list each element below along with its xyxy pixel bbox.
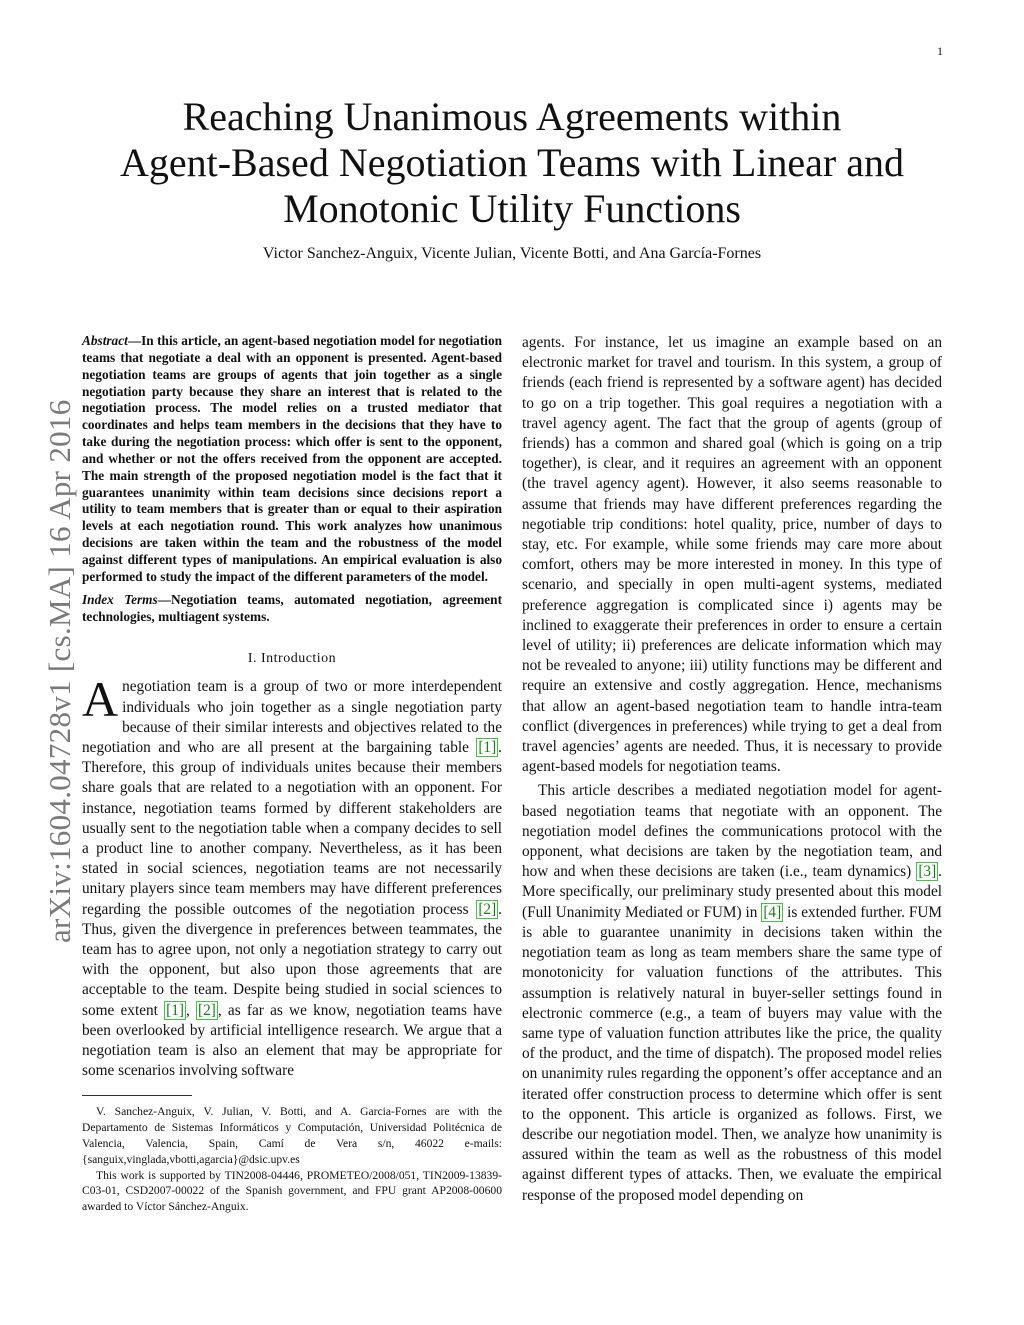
intro-text-part: negotiation team is a group of two or more interdependent individuals who join together as a single negotiation party because of their similar interests and objectives related to the negotiation and who are all present at the bargaining table <box>82 678 502 756</box>
intro-text-part: , as far as we know, negotiation teams have been overlooked by artificial intelligence research. We argue that a negotiation team is also an element that may be appropriate for some scenarios involving software <box>82 1001 502 1080</box>
left-column <box>82 333 502 1215</box>
abstract-label: Abstract <box>82 333 128 348</box>
abstract <box>82 333 502 586</box>
author-list: Victor Sanchez-Anguix, Vicente Julian, Vicente Botti, and Ana García-Fornes <box>262 245 762 262</box>
citation-link-3[interactable]: [3] <box>918 863 937 881</box>
right-paragraph-2 <box>522 781 942 1205</box>
title-line-3: Monotonic Utility Functions <box>283 186 741 231</box>
citation-link-1[interactable]: [1] <box>478 738 497 756</box>
abstract-text: —In this article, an agent-based negotiation model for negotiation teams that negotiate a deal with an opponent is presented. Agent-based negotiation teams are groups of agents that join together as a single negotiation party because they share an interest that is related to the negotiation process. The model relies on a trusted mediator that coordinates and helps team members in the decisions that they have to take during the negotiation process: which offer is sent to the opponent, and whether or not the offers received from the opponent are accepted. The main strength of the proposed negotiation model is the fact that it guarantees unanimity within team decisions since decisions report a utility to team members that is greater than or equal to their aspiration levels at each negotiation round. This work analyzes how unanimous decisions are taken within the team and the robustness of the model against different types of manipulations. An empirical evaluation is also performed to study the impact of the different parameters of the model. <box>82 333 502 584</box>
page-number: 1 <box>937 44 943 58</box>
right-paragraph-1: agents. For instance, let us imagine an example based on an electronic market for travel and tourism. In this system, a group of friends (each friend is represented by a software agent) has decided to go on a trip together. This goal requires a negotiation with a travel agency agent. The fact that the group of agents (group of friends) has a common and shared goal (which is going on a trip together), is clear, and it requires an agreement with an opponent (the travel agency agent). However, it also seems reasonable to assume that friends may have different preferences regarding the negotiable trip conditions: hotel quality, price, number of days to stay, etc. For example, while some friends may care more about comfort, others may be more interested in money. In this type of scenario, and specially in open multi-agent systems, mediated preference aggregation is complicated since i) agents may be inclined to exaggerate their preferences in order to ensure a certain level of utility; ii) preferences are delicate information which may not be revealed to anyone; iii) utility functions may be different and require an extensive and costly aggregation. Hence, mechanisms that allow an agent-based negotiation team to handle intra-team conflict (divergences in preferences) while trying to get a deal from travel agencies’ agents are needed. Thus, it is necessary to provide agent-based models for negotiation teams. <box>522 334 942 776</box>
citation-link-2[interactable]: [2] <box>478 900 497 918</box>
right-text-part: . More specifically, our preliminary study presented about this model (Full Unanimity Mediated or FUM) in <box>522 863 942 921</box>
intro-text-part: . Thus, given the divergence in preferences between teammates, the team has to agree upon, not only a negotiation strategy to carry out with the opponent, but also upon those agreements that are acceptable to the team. Despite being studied in social sciences to some extent <box>82 900 502 1019</box>
title-line-1: Reaching Unanimous Agreements within <box>182 94 842 139</box>
citation-link-4[interactable]: [4] <box>763 903 782 921</box>
drop-cap: A <box>82 671 119 728</box>
right-text-part: is extended further. FUM is able to guarantee unanimity in decisions taken within the negotiation team as long as team members share the same type of monotonicity for valuation functions of the attributes. This assumption is relatively natural in buyer-seller settings found in electronic commerce (e.g., a team of buyers may value with the same type of valuation function attributes like the price, the quality of the product, and the time of dispatch). The proposed model relies on unanimity rules regarding the opponent’s offer acceptance and an iterated offer construction process to determine which offer is sent to the opponent. This article is organized as follows. First, we describe our negotiation model. Then, we analyze how unanimity is assured within the team as well as the robustness of this model against different types of attacks. Then, we evaluate the empirical response of the proposed model depending on <box>522 903 942 1204</box>
intro-text-part: . Therefore, this group of individuals unites because their members share goals that are related to a negotiation with an opponent. For instance, negotiation teams formed by different stakeholders are usually sent to the negotiation table when a company decides to sell a product line to another company. Nevertheless, as it has been stated in social sciences, negotiation teams are not necessarily unitary players since team members may have different preferences regarding the possible outcomes of the negotiation process <box>82 738 502 918</box>
index-terms-label: Index Terms <box>82 591 158 607</box>
footnote-affiliation: V. Sanchez-Anguix, V. Julian, V. Botti, and A. Garcia-Fornes are with the Departamento de Sistemas Informáticos y Computación, Universidad Politécnica de Valencia, Valencia, Spain, Camí de Vera s/n, 46022 e-mails: {sanguix,vinglada,vbotti,agarcia}@dsic.upv.es <box>82 1105 502 1166</box>
intro-text-part: , <box>185 1001 197 1019</box>
index-terms-text: —Negotiation teams, automated negotiation, agreement technologies, multiagent systems. <box>82 591 503 624</box>
citation-link-2b[interactable]: [2] <box>198 1001 216 1019</box>
arxiv-identifier-stamp: arXiv:1604.04728v1 [cs.MA] 16 Apr 2016 <box>42 399 77 943</box>
footnote-funding: This work is supported by TIN2008-04446, PROMETEO/2008/051, TIN2009-13839-C03-01, CSD2007-00022 of the Spanish government, and FPU grant AP2008-00600 awarded to Víctor Sánchez-Anguix. <box>82 1168 502 1214</box>
citation-link-1b[interactable]: [1] <box>166 1001 184 1019</box>
right-column <box>522 333 942 1206</box>
title-line-2: Agent-Based Negotiation Teams with Linear and <box>119 140 905 185</box>
index-terms <box>82 592 502 626</box>
right-text-part: This article describes a mediated negotiation model for agent-based negotiation teams that negotiate with an opponent. The negotiation model defines the communications protocol with the opponent, what decisions are taken by the negotiation team, and how and when these decisions are taken (i.e., team dynamics) <box>522 782 942 881</box>
paper-title <box>92 94 932 232</box>
footnote-divider <box>82 1095 192 1096</box>
intro-paragraph <box>82 671 502 1081</box>
section-heading-introduction: I. Introduction <box>247 651 337 667</box>
